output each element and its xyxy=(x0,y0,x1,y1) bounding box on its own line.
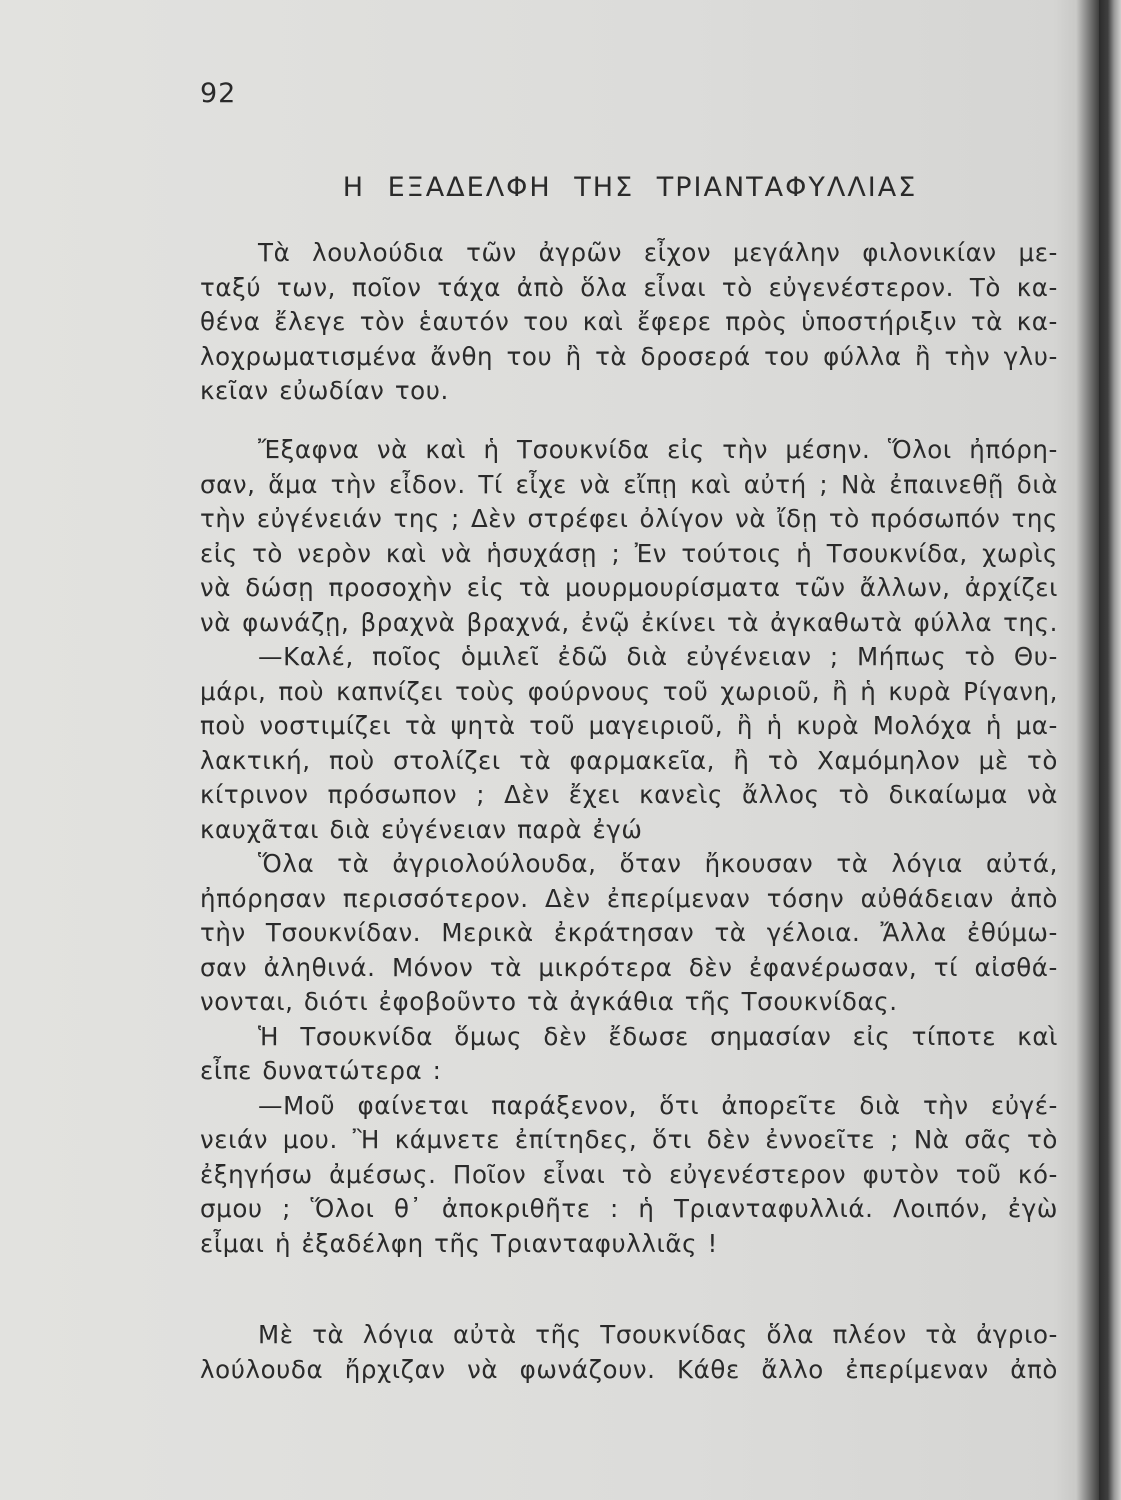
page-number: 92 xyxy=(200,78,237,109)
text-line: σαν ἀληθινά. Μόνον τὰ μικρότερα δὲν ἐφανέρωσαν, τί αἰσθά- xyxy=(200,952,1058,982)
text-line: ἐξηγήσω ἀμέσως. Ποῖον εἶναι τὸ εὐγενέστερον φυτὸν τοῦ κό- xyxy=(200,1159,1058,1189)
text-line: ποὺ νοστιμίζει τὰ ψητὰ τοῦ μαγειριοῦ, ἢ ἡ κυρὰ Μολόχα ἡ μα- xyxy=(200,711,1058,740)
paragraph-3 xyxy=(200,1318,1058,1387)
text-line: Μὲ τὰ λόγια αὐτὰ τῆς Τσουκνίδας ὅλα πλέον τὰ ἀγριο- xyxy=(258,1320,1058,1349)
text-line: θένα ἔλεγε τὸν ἑαυτόν του καὶ ἔφερε πρὸς ὑποστήριξιν τὰ κα- xyxy=(200,307,1058,336)
text-line: νειάν μου. Ἢ κάμνετε ἐπίτηδες, ὅτι δὲν ἐννοεῖτε ; Νὰ σᾶς τὸ xyxy=(200,1125,1058,1154)
text-line: σμου ; Ὅλοι θ᾽ ἀποκριθῆτε : ἡ Τριανταφυλλιά. Λοιπόν, ἐγὼ xyxy=(200,1194,1058,1223)
text-line: —Καλέ, ποῖος ὁμιλεῖ ἐδῶ διὰ εὐγένειαν ; Μήπως τὸ Θυ- xyxy=(258,642,1058,671)
chapter-title: Η ΕΞΑΔΕΛΦΗ ΤΗΣ ΤΡΙΑΝΤΑΦΥΛΛΙΑΣ xyxy=(342,172,918,203)
text-line: κεῖαν εὐωδίαν του. xyxy=(200,376,449,405)
text-line: λακτική, ποὺ στολίζει τὰ φαρμακεῖα, ἢ τὸ Χαμόμηλον μὲ τὸ xyxy=(200,745,1058,775)
text-line: εἰς τὸ νερὸν καὶ νὰ ἡσυχάσῃ ; Ἐν τούτοις ἡ Τσουκνίδα, χωρὶς xyxy=(200,538,1058,568)
text-line: τὴν Τσουκνίδαν. Μερικὰ ἐκράτησαν τὰ γέλοια. Ἄλλα ἐθύμω- xyxy=(200,918,1058,947)
text-line: εἶμαι ἡ ἐξαδέλφη τῆς Τριανταφυλλιᾶς ! xyxy=(200,1228,718,1258)
text-line: εἶπε δυνατώτερα : xyxy=(200,1056,442,1085)
text-line: νονται, διότι ἐφοβοῦντο τὰ ἀγκάθια τῆς Τσουκνίδας. xyxy=(200,987,898,1016)
text-line: λούλουδα ἤρχιζαν νὰ φωνάζουν. Κάθε ἄλλο ἐπερίμεναν ἀπὸ xyxy=(200,1354,1058,1384)
text-line: Ὅλα τὰ ἀγριολούλουδα, ὅταν ἤκουσαν τὰ λόγια αὐτά, xyxy=(258,849,1058,878)
text-line: λοχρωματισμένα ἄνθη του ἢ τὰ δροσερά του φύλλα ἢ τὴν γλυ- xyxy=(200,341,1058,371)
text-line: μάρι, ποὺ καπνίζει τοὺς φούρνους τοῦ χωριοῦ, ἢ ἡ κυρὰ Ρίγανη, xyxy=(200,676,1058,706)
book-spine-shadow xyxy=(1099,0,1121,1500)
text-line: νὰ φωνάζῃ, βραχνὰ βραχνά, ἐνῷ ἐκίνει τὰ ἀγκαθωτὰ φύλλα της. xyxy=(200,607,1058,637)
text-line: ταξύ των, ποῖον τάχα ἀπὸ ὅλα εἶναι τὸ εὐγενέστερον. Τὸ κα- xyxy=(200,272,1058,302)
text-line: καυχᾶται διὰ εὐγένειαν παρὰ ἐγώ xyxy=(200,814,643,844)
text-line: Ἡ Τσουκνίδα ὅμως δὲν ἔδωσε σημασίαν εἰς τίποτε καὶ xyxy=(258,1021,1058,1051)
text-line: Ἔξαφνα νὰ καὶ ἡ Τσουκνίδα εἰς τὴν μέσην. Ὅλοι ἠπόρη- xyxy=(258,435,1058,464)
text-line: κίτρινον πρόσωπον ; Δὲν ἔχει κανεὶς ἄλλος τὸ δικαίωμα νὰ xyxy=(200,780,1058,809)
text-line: ἠπόρησαν περισσότερον. Δὲν ἐπερίμεναν τόσην αὐθάδειαν ἀπὸ xyxy=(200,883,1058,913)
text-line: —Μοῦ φαίνεται παράξενον, ὅτι ἀπορεῖτε διὰ τὴν εὐγέ- xyxy=(258,1090,1058,1120)
text-line: Τὰ λουλούδια τῶν ἀγρῶν εἶχον μεγάλην φιλονικίαν με- xyxy=(258,238,1058,267)
text-line: σαν, ἅμα τὴν εἶδον. Τί εἶχε νὰ εἴπῃ καὶ αὐτή ; Νὰ ἐπαινεθῇ διὰ xyxy=(200,469,1058,499)
paragraph-1 xyxy=(200,236,1058,409)
text-line: τὴν εὐγένειάν της ; Δὲν στρέφει ὀλίγον νὰ ἴδῃ τὸ πρόσωπόν της xyxy=(200,504,1058,533)
paragraph-2 xyxy=(200,433,1058,1261)
text-line: νὰ δώσῃ προσοχὴν εἰς τὰ μουρμουρίσματα τῶν ἄλλων, ἀρχίζει xyxy=(200,573,1058,602)
